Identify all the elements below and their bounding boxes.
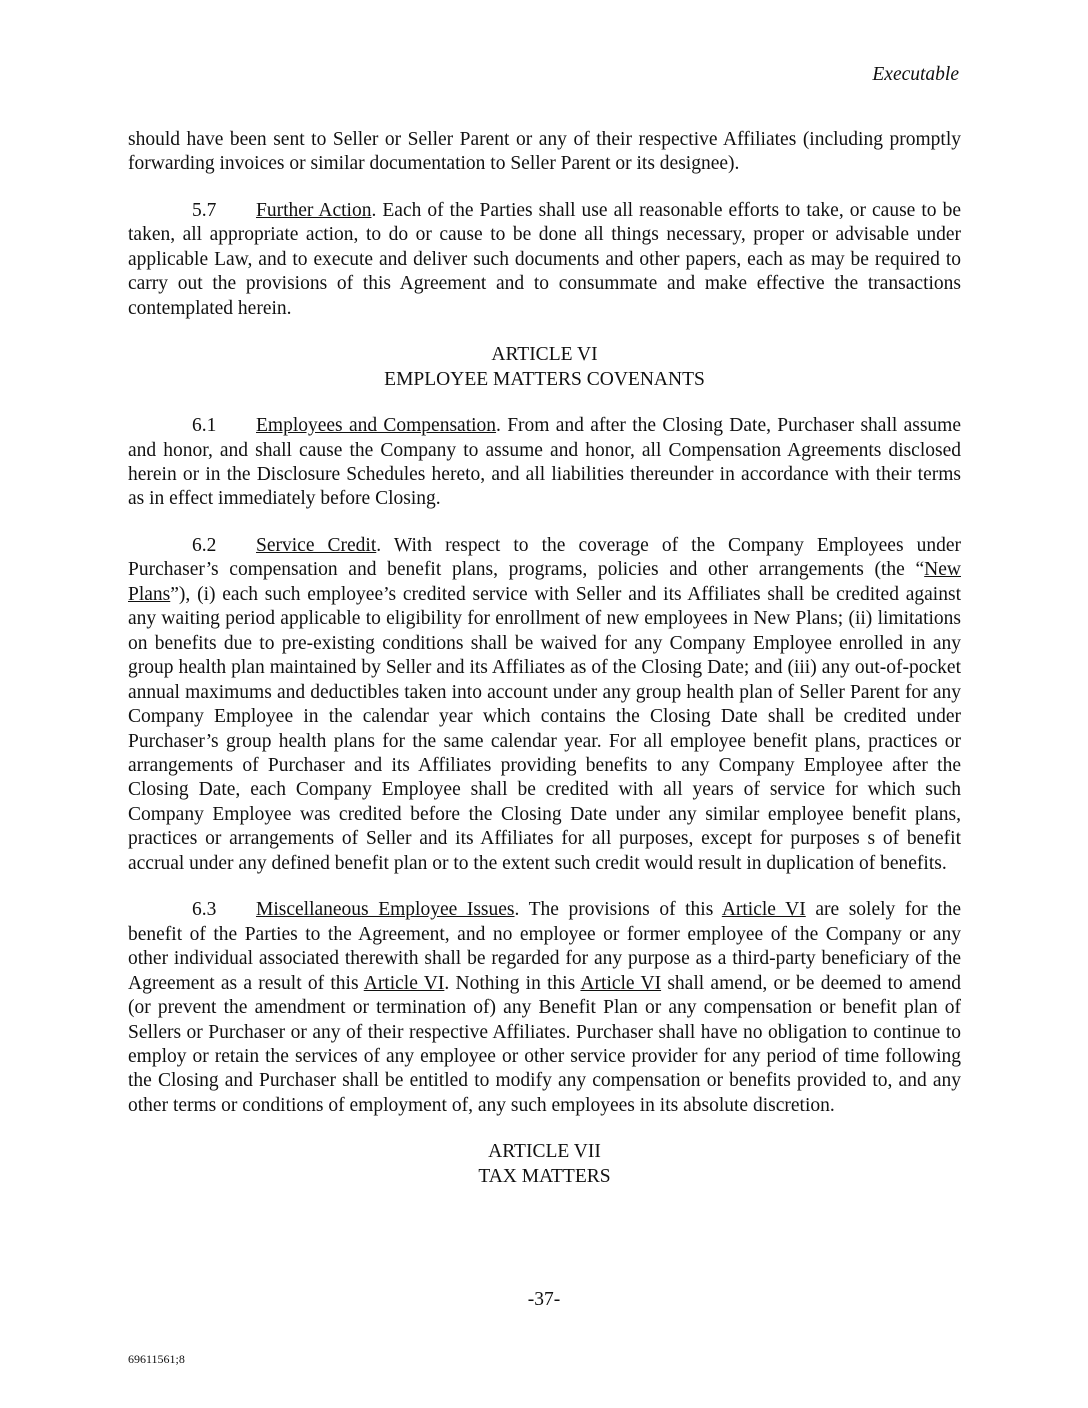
document-body [128, 128, 961, 1211]
article-title: TAX MATTERS [478, 1165, 611, 1187]
section-number: 6.2 [192, 534, 217, 556]
header-executable-label: Executable [872, 64, 959, 85]
article-7-heading [128, 1140, 961, 1189]
document-id: 69611561;8 [128, 1352, 185, 1366]
section-6-1 [128, 414, 961, 512]
section-6-2 [128, 534, 961, 876]
article-reference: Article VI [580, 972, 662, 994]
section-title: Employees and Compensation [256, 415, 497, 437]
article-6-heading [128, 343, 961, 392]
article-reference: Article VI [363, 972, 445, 994]
section-number: 6.1 [192, 415, 217, 437]
section-5-7 [128, 199, 961, 321]
defined-term: New Plans [128, 559, 961, 605]
section-title: Further Action [256, 199, 372, 221]
section-text: shall amend, or be deemed to amend (or prevent the amendment or termination of) any Benefit Plan or any compensation or benefit plan of Sellers or Purchaser or any of their respective Affiliates. Purchaser shall have no obligation to continue to employ or retain the services of any employee or other service provider for any period of time following the Closing and Purchaser shall be entitled to modify any compensation or benefits provided to, and any other terms or conditions of employment of, any such employees in its absolute discretion. [128, 972, 961, 1116]
section-number: 6.3 [192, 899, 217, 921]
article-number: ARTICLE VII [488, 1141, 601, 1163]
carryover-paragraph: should have been sent to Seller or Seller Parent or any of their respective Affiliates (including promptly forwarding invoices or similar documentation to Seller Parent or its designee). [128, 129, 961, 175]
page-number: -37- [527, 1289, 561, 1310]
section-text: ”), (i) each such employee’s credited service with Seller and its Affiliates shall be credited against any waiting period applicable to eligibility for enrollment of new employees in New Plans; (ii) limitations on benefits due to pre-existing conditions shall be waived for any Company Employee enrolled in any group health plan maintained by Seller and its Affiliates as of the Closing Date; and (iii) any out-of-pocket annual maximums and deductibles taken into account under any group health plan of Seller Parent for any Company Employee in the calendar year which contains the Closing Date shall be credited under Purchaser’s group health plans for the same calendar year. For all employee benefit plans, practices or arrangements of Purchaser and its Affiliates providing benefits to any Company Employee after the Closing Date, each Company Employee shall be credited with all years of service for which such Company Employee was credited before the Closing Date under any similar employee benefit plans, practices or arrangements of Seller and its Affiliates for all purposes, except for purposes s of benefit accrual under any defined benefit plan or to the extent such credit would result in duplication of benefits. [128, 583, 961, 874]
section-text: . The provisions of this [514, 899, 722, 921]
section-6-3 [128, 898, 961, 1118]
section-number: 5.7 [192, 199, 217, 221]
article-title: EMPLOYEE MATTERS COVENANTS [384, 368, 705, 390]
section-text: . From and after the Closing Date, Purchaser shall assume and honor, and shall cause the Company to assume and honor, all Compensation Agreements disclosed herein or in the Disclosure Schedules hereto, and all liabilities thereunder in accordance with their terms as in effect immediately before Closing. [128, 415, 961, 510]
section-title: Miscellaneous Employee Issues [256, 899, 515, 921]
section-title: Service Credit [256, 534, 377, 556]
article-reference: Article VI [721, 899, 806, 921]
article-number: ARTICLE VI [491, 344, 598, 366]
section-text: . Each of the Parties shall use all reasonable efforts to take, or cause to be taken, all appropriate action, to do or cause to be done all things necessary, proper or advisable under applicable Law, and to execute and deliver such documents and other papers, each as may be required to carry out the provisions of this Agreement and to consummate and make effective the transactions contemplated herein. [128, 199, 961, 319]
section-text: . With respect to the coverage of the Company Employees under Purchaser’s compensation and benefit plans, programs, policies and other arrangements (the “ [128, 534, 961, 581]
section-text: are solely for the benefit of the Parties to the Agreement, and no employee or former employee of the Company or any other individual associated therewith shall be regarded for any purpose as a third-party beneficiary of the Agreement as a result of this [128, 899, 961, 994]
section-text: . Nothing in this [444, 972, 581, 994]
